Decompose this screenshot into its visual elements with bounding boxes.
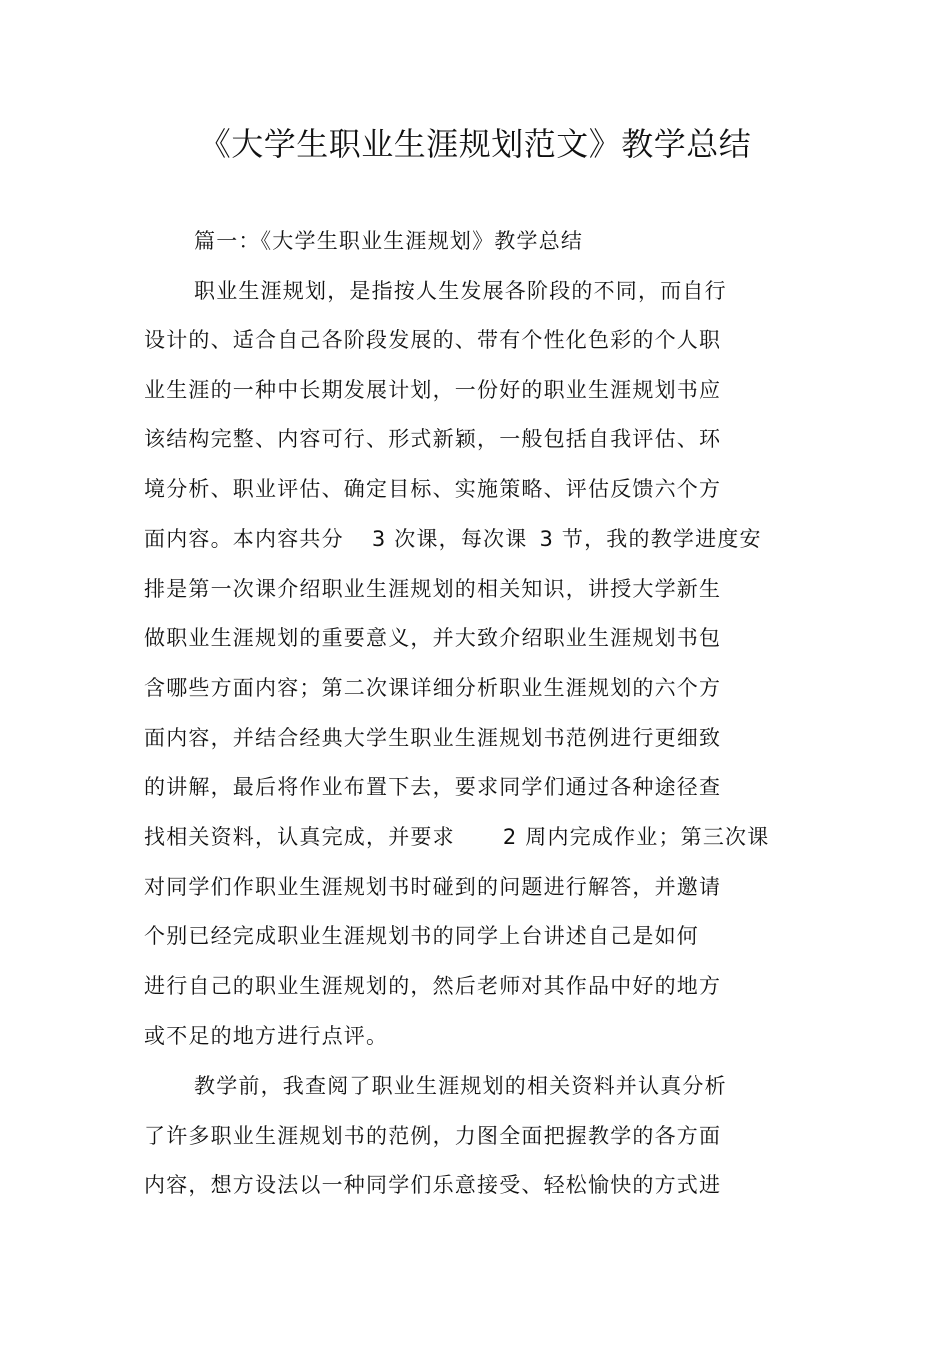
- paragraph-line: 业生涯的一种中长期发展计划，一份好的职业生涯规划书应: [144, 378, 722, 402]
- paragraph-line: 面内容，并结合经典大学生职业生涯规划书范例进行更细致: [144, 726, 722, 750]
- paragraph-line: 个别已经完成职业生涯规划书的同学上台讲述自己是如何: [144, 924, 699, 948]
- paragraph-line-mixed: [144, 822, 769, 852]
- paragraph-line-part: 2 周内完成作业；第三次课: [502, 825, 770, 849]
- paragraph-line: 的讲解，最后将作业布置下去，要求同学们通过各种途径查: [144, 775, 722, 799]
- paragraph-line: 内容，想方设法以一种同学们乐意接受、轻松愉快的方式进: [144, 1173, 722, 1197]
- paragraph-line: 了许多职业生涯规划书的范例，力图全面把握教学的各方面: [144, 1124, 722, 1148]
- section-heading: 篇一：《大学生职业生涯规划》教学总结: [194, 229, 584, 253]
- paragraph-line: 排是第一次课介绍职业生涯规划的相关知识，讲授大学新生: [144, 577, 722, 601]
- paragraph-line-part: 3 次课，每次课: [371, 527, 528, 551]
- paragraph-line: 设计的、适合自己各阶段发展的、带有个性化色彩的个人职: [144, 328, 722, 352]
- paragraph-line: 含哪些方面内容；第二次课详细分析职业生涯规划的六个方: [144, 676, 722, 700]
- paragraph-line: 对同学们作职业生涯规划书时碰到的问题进行解答，并邀请: [144, 875, 722, 899]
- paragraph-line: 做职业生涯规划的重要意义，并大致介绍职业生涯规划书包: [144, 626, 722, 650]
- paragraph-line: 教学前，我查阅了职业生涯规划的相关资料并认真分析: [194, 1074, 727, 1098]
- paragraph-line-part: 面内容。本内容共分: [144, 527, 344, 551]
- paragraph-line-mixed: [144, 524, 762, 554]
- document-title: 《大学生职业生涯规划范文》教学总结: [198, 125, 752, 163]
- paragraph-line-part: 找相关资料，认真完成，并要求: [144, 825, 455, 849]
- paragraph-line-part: 3 节，我的教学进度安: [539, 527, 762, 551]
- paragraph-line: 该结构完整、内容可行、形式新颖，一般包括自我评估、环: [144, 427, 722, 451]
- paragraph-line: 境分析、职业评估、确定目标、实施策略、评估反馈六个方: [144, 477, 722, 501]
- paragraph-line: 进行自己的职业生涯规划的，然后老师对其作品中好的地方: [144, 974, 722, 998]
- paragraph-line: 或不足的地方进行点评。: [144, 1024, 389, 1048]
- paragraph-line: 职业生涯规划，是指按人生发展各阶段的不同，而自行: [194, 279, 727, 303]
